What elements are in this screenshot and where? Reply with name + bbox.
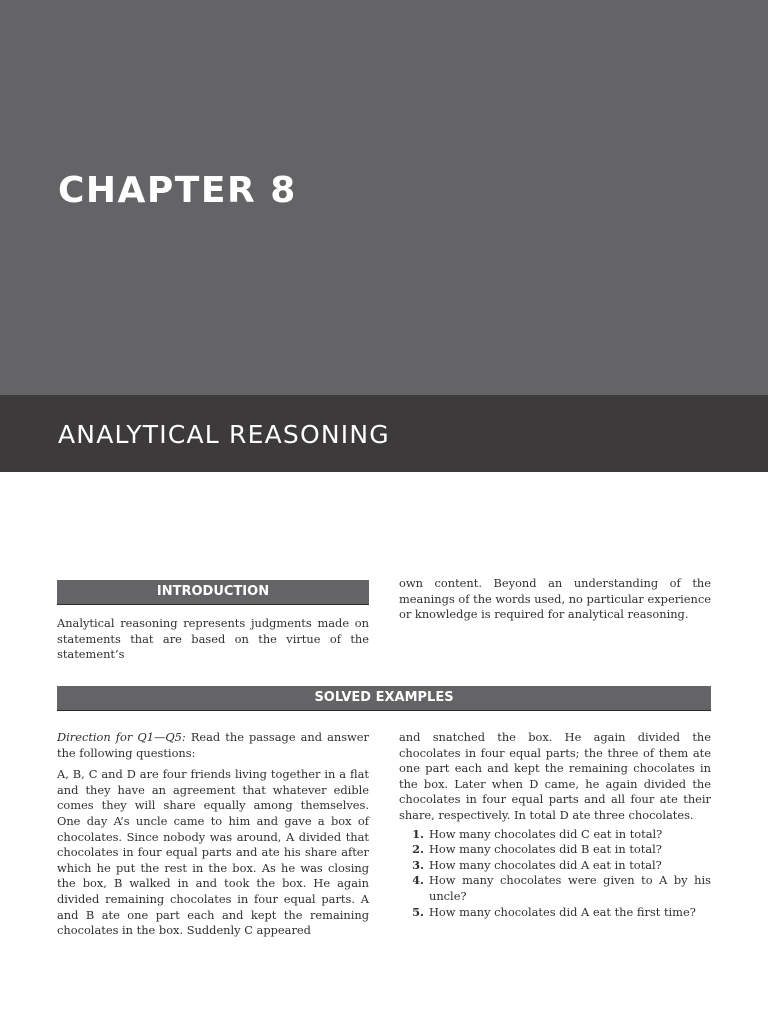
question-text: How many chocolates did A eat the first time?	[429, 904, 696, 919]
solved-examples-left-column	[57, 730, 369, 945]
question-number: 5.	[412, 904, 424, 919]
chapter-label: CHAPTER 8	[58, 170, 297, 211]
question-text: How many chocolates did B eat in total?	[429, 842, 662, 857]
question-item	[399, 905, 711, 921]
question-number: 2.	[412, 842, 424, 857]
passage-paragraph-continued: and snatched the box. He again divided the chocolates in four equal parts; the three of them ate one part each and kept the remaining chocolates in the box. Later when D came, he again divided the chocolates in four equal parts and all four ate their share, respectively. In total D ate three chocolates.	[399, 730, 711, 822]
introduction-paragraph: Analytical reasoning represents judgments made on statements that are based on the virtue of the statement’s	[57, 616, 369, 662]
passage-paragraph: A, B, C and D are four friends living together in a flat and they have an agreement that whatever edible comes they will share equally among themselves. One day A’s uncle came to him and gave a box of chocolates. Since nobody was around, A divided that chocolates in four equal parts and ate his share after which he put the rest in the box. As he was closing the box, B walked in and took the box. He again divided remaining chocolates in four equal parts. A and B ate one part each and kept the remaining chocolates in the box. Suddenly C appeared	[57, 767, 369, 938]
question-number: 1.	[412, 826, 424, 841]
question-item	[399, 827, 711, 843]
direction-label: Direction for Q1—Q5:	[57, 730, 186, 744]
solved-examples-heading: SOLVED EXAMPLES	[57, 686, 711, 711]
question-text: How many chocolates did C eat in total?	[429, 826, 663, 841]
question-number: 3.	[412, 857, 424, 872]
solved-examples-right-column	[399, 730, 711, 920]
chapter-title: ANALYTICAL REASONING	[58, 420, 390, 449]
question-text: How many chocolates did A eat in total?	[429, 857, 662, 872]
direction-paragraph	[57, 730, 369, 761]
introduction-paragraph-continued: own content. Beyond an understanding of the meanings of the words used, no particular experience or knowledge is required for analytical reasoning.	[399, 576, 711, 622]
question-item	[399, 873, 711, 904]
question-number: 4.	[412, 873, 424, 888]
introduction-text-left	[57, 616, 369, 669]
introduction-text-right	[399, 576, 711, 629]
chapter-header	[0, 0, 768, 395]
introduction-heading: INTRODUCTION	[57, 580, 369, 605]
question-item	[399, 842, 711, 858]
chapter-title-band	[0, 395, 768, 472]
question-item	[399, 858, 711, 874]
question-list	[399, 827, 711, 921]
question-text: How many chocolates were given to A by his uncle?	[429, 873, 711, 903]
direction-text: Read the passage and answer the following questions:	[57, 730, 369, 760]
